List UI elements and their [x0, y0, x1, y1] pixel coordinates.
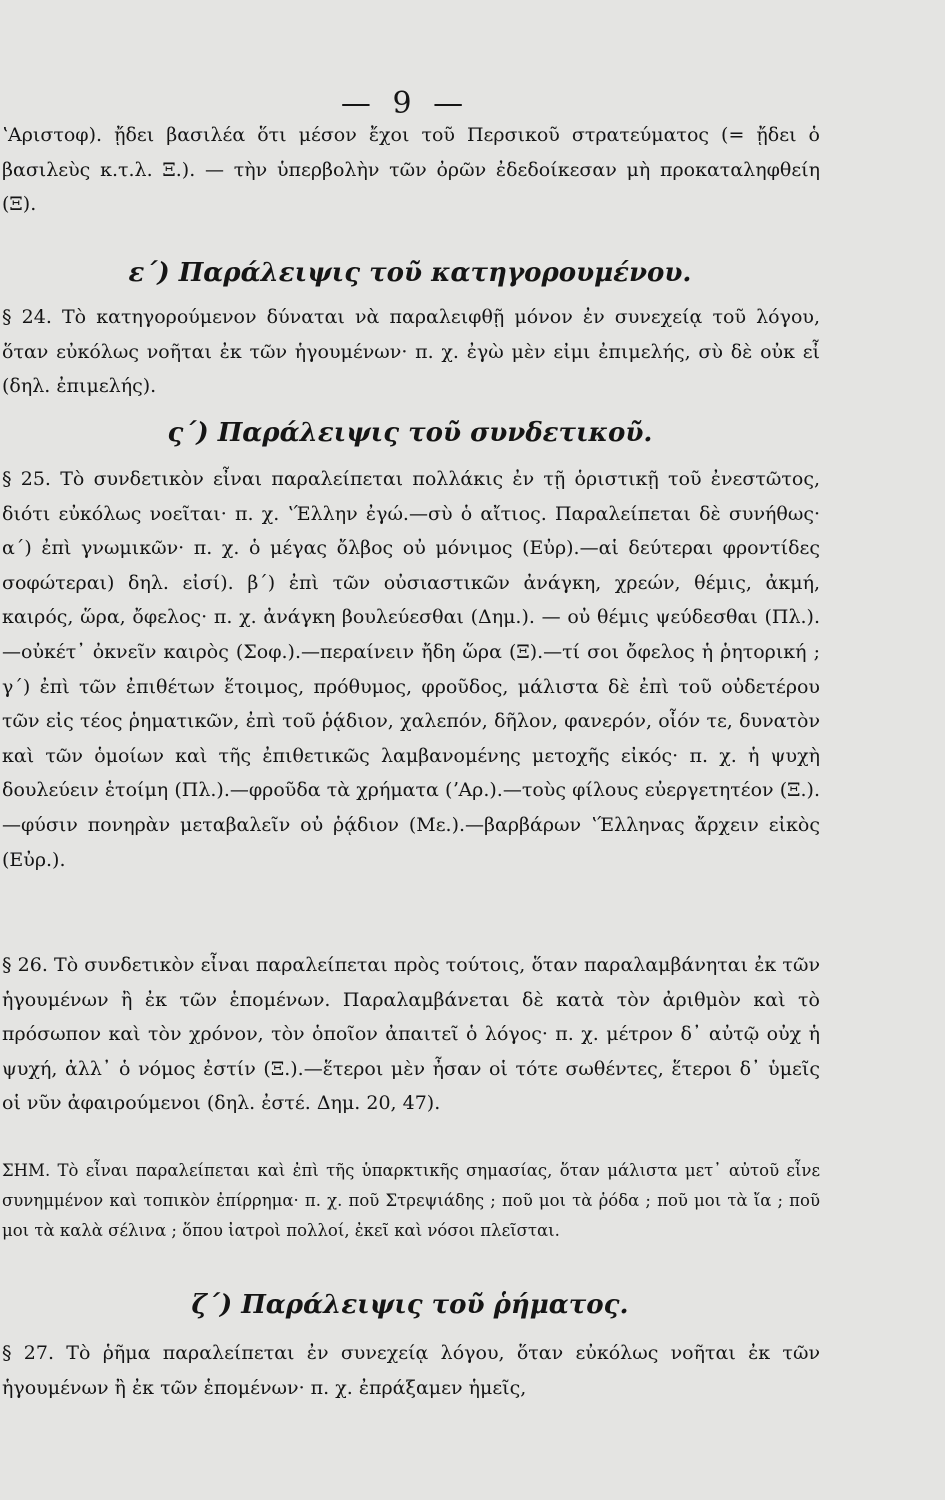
note-paragraph: ΣΗΜ. Τὸ εἶναι παραλείπεται καὶ ἐπὶ τῆς ὑπαρκτικῆς σημασίας, ὅταν μάλιστα μετ᾽ αὐτοῦ εἶνε συνημμένον καὶ τοπικὸν ἐπίρρημα· π. χ. ποῦ Στρεψιάδης ; ποῦ μοι τὰ ῥόδα ; ποῦ μοι τὰ ἴα ; ποῦ μοι τὰ καλὰ σέλινα ; ὅπου ἰατροὶ πολλοί, ἐκεῖ καὶ νόσοι πλεῖσται.	[2, 1161, 820, 1240]
section-heading-copula-omission: ς΄) Παράλειψις τοῦ συνδετικοῦ.	[167, 418, 653, 448]
intro-paragraph-block	[2, 118, 820, 222]
intro-paragraph: ʽΑριστοφ). ᾔδει βασιλέα ὅτι μέσον ἔχοι τοῦ Περσικοῦ στρατεύματος (= ᾔδει ὁ βασιλεὺς κ.τ.λ. Ξ.). — τὴν ὑπερβολὴν τῶν ὀρῶν ἐδεδοίκεσαν μὴ προκαταληφθείη (Ξ).	[2, 124, 820, 216]
paragraph-24-block	[2, 300, 820, 404]
note-block	[2, 1156, 820, 1246]
paragraph-26: § 26. Τὸ συνδετικὸν εἶναι παραλείπεται πρὸς τούτοις, ὅταν παραλαμβάνηται ἐκ τῶν ἡγουμένων ἢ ἐκ τῶν ἑπομένων. Παραλαμβάνεται δὲ κατὰ τὸν ἀριθμὸν καὶ τὸ πρόσωπον καὶ τὸν χρόνον, τὸν ὁποῖον ἀπαιτεῖ ὁ λόγος· π. χ. μέτρον δ᾽ αὐτῷ οὐχ ἡ ψυχή, ἀλλ᾽ ὁ νόμος ἐστίν (Ξ.).—ἕτεροι μὲν ἦσαν οἱ τότε σωθέντες, ἕτεροι δ᾽ ὑμεῖς οἱ νῦν ἀφαιρούμενοι (δηλ. ἐστέ. Δημ. 20, 47).	[2, 954, 820, 1115]
paragraph-25: § 25. Τὸ συνδετικὸν εἶναι παραλείπεται πολλάκις ἐν τῇ ὁριστικῇ τοῦ ἐνεστῶτος, διότι εὐκόλως νοεῖται· π. χ. ʽΈλλην ἐγώ.—σὺ ὁ αἴτιος. Παραλείπεται δὲ συνήθως· α΄) ἐπὶ γνωμικῶν· π. χ. ὁ μέγας ὄλβος οὐ μόνιμος (Εὐρ).—αἱ δεύτεραι φροντίδες σοφώτεραι) δηλ. εἰσί). β΄) ἐπὶ τῶν οὐσιαστικῶν ἀνάγκη, χρεών, θέμις, ἀκμή, καιρός, ὥρα, ὄφελος· π. χ. ἀνάγκη βουλεύεσθαι (Δημ.). — οὐ θέμις ψεύδεσθαι (Πλ.).—οὐκέτ᾽ ὀκνεῖν καιρὸς (Σοφ.).—περαίνειν ἤδη ὥρα (Ξ).—τί σοι ὄφελος ἡ ῥητορική ; γ΄) ἐπὶ τῶν ἐπιθέτων ἕτοιμος, πρόθυμος, φροῦδος, μάλιστα δὲ ἐπὶ τοῦ οὐδετέρου τῶν εἰς τέος ῥηματικῶν, ἐπὶ τοῦ ῥᾴδιον, χαλεπόν, δῆλον, φανερόν, οἷόν τε, δυνατὸν καὶ τῶν ὁμοίων καὶ τῆς ἐπιθετικῶς λαμβανομένης μετοχῆς εἰκός· π. χ. ἡ ψυχὴ δουλεύειν ἑτοίμη (Πλ.).—φροῦδα τὰ χρήματα (ʼΑρ.).—τοὺς φίλους εὐεργετητέον (Ξ.).—φύσιν πονηρὰν μεταβαλεῖν οὐ ῥᾴδιον (Με.).—βαρβάρων ʽΈλληνας ἄρχειν εἰκὸς (Εὐρ.).	[2, 468, 820, 871]
paragraph-27-block	[2, 1336, 820, 1405]
paragraph-26-block	[2, 948, 820, 1121]
section-heading-predicate-omission: ε΄) Παράλειψις τοῦ κατηγορουμένου.	[128, 258, 692, 288]
paragraph-27: § 27. Τὸ ῥῆμα παραλείπεται ἐν συνεχείᾳ λόγου, ὅταν εὐκόλως νοῆται ἐκ τῶν ἡγουμένων ἢ ἐκ τῶν ἑπομένων· π. χ. ἐπράξαμεν ἡμεῖς,	[2, 1342, 820, 1399]
section-heading-verb-omission: ζ΄) Παράλειψις τοῦ ῥήματος.	[191, 1290, 629, 1320]
page-number: — 9 —	[340, 86, 470, 121]
paragraph-25-block	[2, 462, 820, 877]
paragraph-24: § 24. Τὸ κατηγορούμενον δύναται νὰ παραλειφθῇ μόνον ἐν συνεχείᾳ τοῦ λόγου, ὅταν εὐκόλως νοῆται ἐκ τῶν ἡγουμένων· π. χ. ἐγὼ μὲν εἰμι ἐπιμελής, σὺ δὲ οὐκ εἶ (δηλ. ἐπιμελής).	[2, 306, 820, 398]
